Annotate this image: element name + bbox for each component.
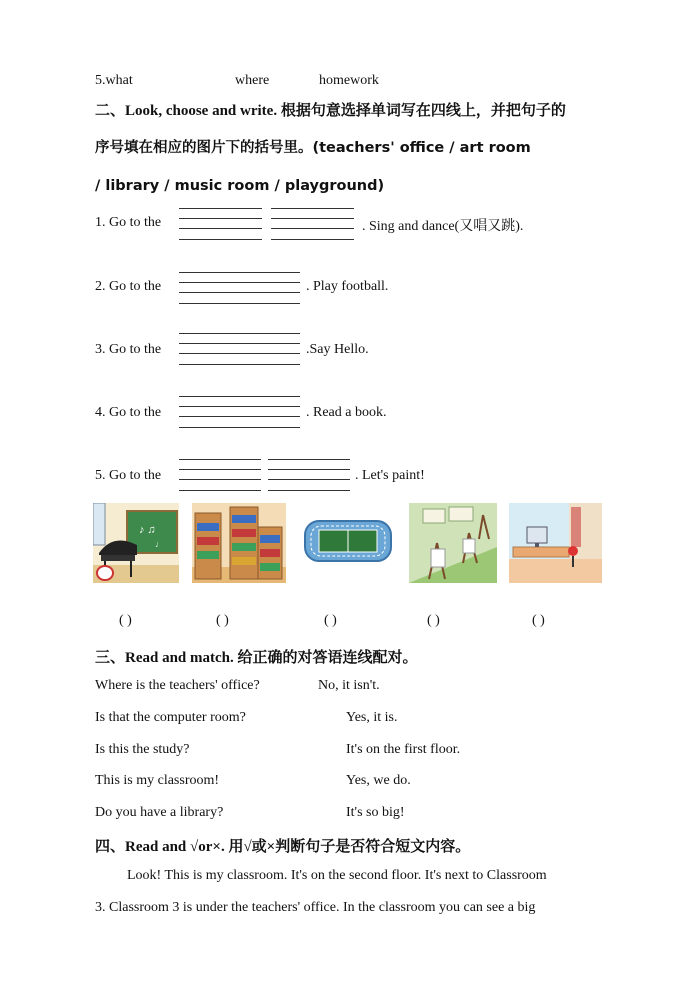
music-room-picture — [93, 503, 179, 583]
match-answer-2[interactable]: Yes, it is. — [346, 710, 398, 725]
passage-line-1: Look! This is my classroom. It's on the second floor. It's next to Classroom — [127, 868, 547, 883]
item-4-prefix: 4. Go to the — [95, 405, 162, 420]
item-4-suffix: . Read a book. — [306, 405, 387, 420]
svg-text:♩: ♩ — [155, 539, 164, 549]
item-5-four-line-box-b[interactable] — [268, 459, 350, 493]
section-4-heading: 四、Read and √or×. 用√或×判断句子是否符合短文内容。 — [95, 839, 471, 855]
office-picture — [509, 503, 602, 583]
item-2-prefix: 2. Go to the — [95, 279, 162, 294]
item-5-label: 5.what — [95, 73, 133, 88]
match-answer-5[interactable]: It's so big! — [346, 805, 405, 820]
word-where: where — [235, 73, 270, 88]
item-5-prefix: 5. Go to the — [95, 468, 162, 483]
svg-text:♪ ♫: ♪ ♫ — [139, 524, 156, 536]
match-answer-4[interactable]: Yes, we do. — [346, 773, 411, 788]
match-question-1[interactable]: Where is the teachers' office? — [95, 678, 260, 693]
item-5-four-line-box-a[interactable] — [179, 459, 261, 493]
passage-line-2: 3. Classroom 3 is under the teachers' office. In the classroom you can see a big — [95, 900, 536, 915]
match-question-2[interactable]: Is that the computer room? — [95, 710, 246, 725]
answer-bracket-1[interactable]: ( ) — [119, 613, 132, 628]
match-question-4[interactable]: This is my classroom! — [95, 773, 220, 788]
section-2-heading-line2: 序号填在相应的图片下的括号里。(teachers' office / art room — [95, 140, 531, 156]
answer-bracket-4[interactable]: ( ) — [427, 613, 440, 628]
section-2-heading-line3: / library / music room / playground) — [95, 178, 385, 194]
match-question-3[interactable]: Is this the study? — [95, 742, 190, 757]
section-3-heading: 三、Read and match. 给正确的对答语连线配对。 — [95, 650, 418, 666]
match-answer-1[interactable]: No, it isn't. — [318, 678, 380, 693]
art-room-picture — [409, 503, 497, 583]
item-2-suffix: . Play football. — [306, 279, 389, 294]
item-3-suffix: .Say Hello. — [306, 342, 369, 357]
playground-picture — [299, 503, 396, 583]
answer-bracket-3[interactable]: ( ) — [324, 613, 337, 628]
item-5-suffix: . Let's paint! — [355, 468, 425, 483]
item-1-four-line-box-b[interactable] — [271, 208, 354, 242]
library-picture — [192, 503, 286, 583]
match-question-5[interactable]: Do you have a library? — [95, 805, 224, 820]
item-4-four-line-box[interactable] — [179, 396, 300, 430]
item-3-four-line-box[interactable] — [179, 333, 300, 367]
item-3-prefix: 3. Go to the — [95, 342, 162, 357]
word-homework: homework — [319, 73, 379, 88]
item-1-four-line-box-a[interactable] — [179, 208, 262, 242]
item-2-four-line-box[interactable] — [179, 272, 300, 306]
match-answer-3[interactable]: It's on the first floor. — [346, 742, 461, 757]
answer-bracket-2[interactable]: ( ) — [216, 613, 229, 628]
answer-bracket-5[interactable]: ( ) — [532, 613, 545, 628]
item-1-suffix: . Sing and dance(又唱又跳). — [362, 219, 524, 234]
item-1-prefix: 1. Go to the — [95, 215, 162, 230]
section-2-heading: 二、Look, choose and write. 根据句意选择单词写在四线上，并把句子的 — [95, 103, 566, 119]
